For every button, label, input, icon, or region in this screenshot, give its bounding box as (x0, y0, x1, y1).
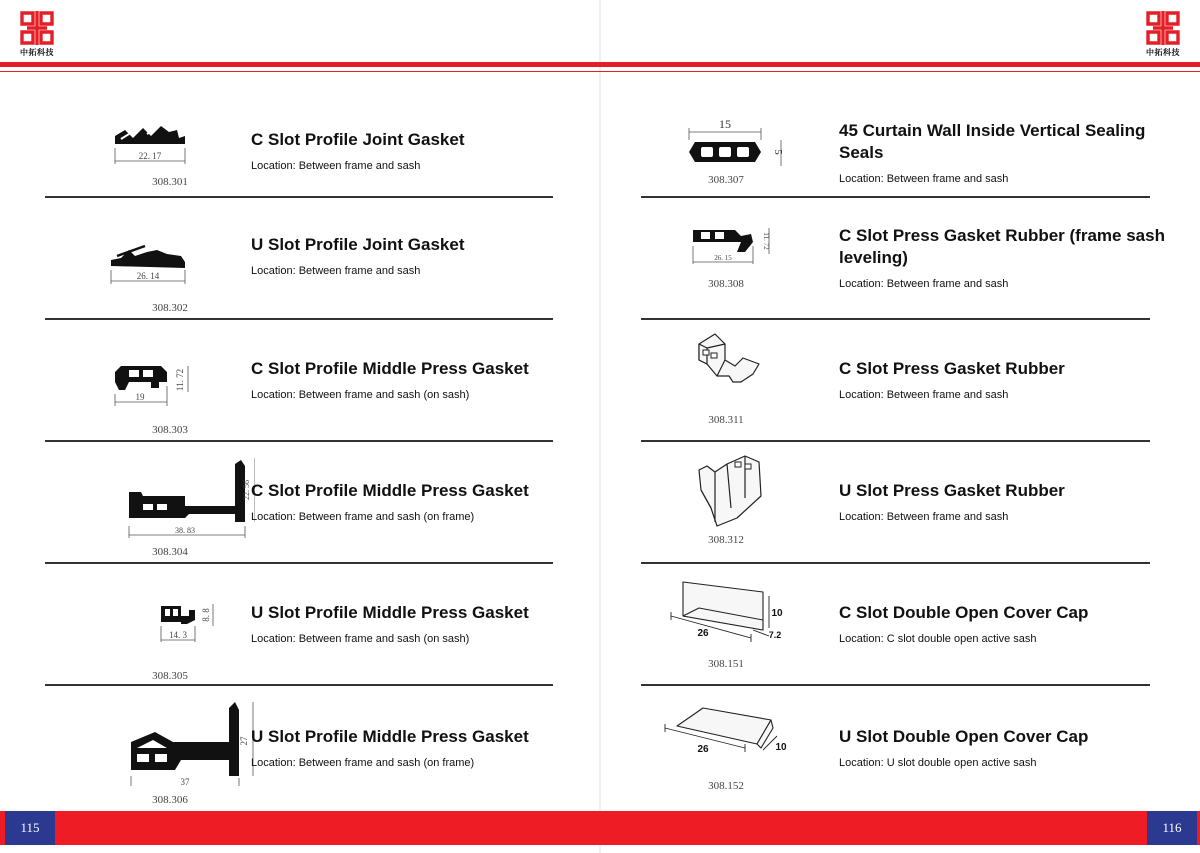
product-location: Location: C slot double open active sash (839, 633, 1037, 645)
product-figure (641, 76, 811, 194)
product-code: 308.301 (152, 176, 188, 188)
product-figure (641, 320, 811, 438)
product-title: U Slot Profile Joint Gasket (251, 235, 465, 254)
dimension-label: 38. 83 (175, 526, 195, 535)
dimension-label: 14. 3 (169, 630, 187, 640)
product-row (641, 76, 1150, 198)
dimension-label: 15 (719, 117, 731, 131)
product-code: 308.312 (708, 534, 744, 546)
product-row (641, 198, 1165, 320)
dimension-label: 5 (772, 149, 784, 155)
product-figure (85, 198, 255, 316)
product-title: C Slot Profile Middle Press Gasket (251, 359, 529, 378)
product-figure (641, 442, 811, 560)
dimension-label: 11. 72 (175, 368, 185, 392)
footer-bar (0, 811, 1200, 845)
product-figure (85, 686, 255, 804)
product-location: Location: Between frame and sash (on sash) (251, 633, 470, 645)
dimension-label: 22. 17 (138, 151, 162, 161)
product-row (45, 442, 553, 564)
product-location: Location: Between frame and sash (839, 173, 1009, 185)
dimension-label: 26 (697, 744, 709, 755)
brand-logo-right (1143, 10, 1183, 58)
product-figure (85, 320, 255, 438)
product-row (45, 76, 553, 198)
product-title: C Slot Press Gasket Rubber (839, 359, 1065, 378)
page-gutter (599, 0, 601, 853)
product-code: 308.303 (152, 424, 188, 436)
dimension-label: 10 (775, 742, 787, 753)
product-title: C Slot Profile Middle Press Gasket (251, 481, 529, 500)
product-code: 308.305 (152, 670, 188, 682)
product-location: Location: Between frame and sash (839, 389, 1009, 401)
brand-name: 中拓科技 (20, 48, 54, 57)
product-code: 308.151 (708, 658, 744, 670)
page-number-left: 115 (5, 811, 55, 845)
dimension-label: 26. 14 (136, 271, 160, 281)
product-figure (641, 198, 811, 316)
product-location: Location: Between frame and sash (on sash) (251, 389, 470, 401)
product-title: U Slot Profile Middle Press Gasket (251, 727, 529, 746)
product-figure (85, 564, 255, 682)
product-row (45, 686, 553, 808)
product-location: Location: Between frame and sash (251, 160, 421, 172)
brand-mark-icon (19, 10, 55, 46)
product-title: 45 Curtain Wall Inside Vertical Sealing Seals (839, 121, 1146, 162)
dimension-label: 10 (771, 608, 783, 619)
product-title: C Slot Press Gasket Rubber (frame sash leveling) (839, 226, 1165, 267)
product-row (641, 564, 1150, 686)
dimension-label: 19 (135, 392, 145, 402)
product-title: U Slot Press Gasket Rubber (839, 481, 1065, 500)
brand-mark-icon (1145, 10, 1181, 46)
product-location: Location: Between frame and sash (251, 265, 421, 277)
product-code: 308.152 (708, 780, 744, 792)
product-row (641, 320, 1150, 442)
dimension-label: 7.2 (768, 630, 782, 640)
product-row (45, 564, 553, 686)
dimension-label: 27 (239, 736, 249, 746)
product-code: 308.307 (708, 174, 744, 186)
product-figure (85, 76, 255, 194)
product-title: C Slot Double Open Cover Cap (839, 603, 1089, 622)
product-title: U Slot Profile Middle Press Gasket (251, 603, 529, 622)
product-code: 308.308 (708, 278, 744, 290)
product-code: 308.306 (152, 794, 188, 806)
product-title: U Slot Double Open Cover Cap (839, 727, 1089, 746)
product-code: 308.311 (708, 414, 744, 426)
product-figure (85, 442, 255, 560)
dimension-label: 26. 15 (714, 254, 732, 262)
product-location: Location: Between frame and sash (839, 511, 1009, 523)
dimension-label: 11. 72 (762, 232, 770, 250)
brand-logo-left (17, 10, 57, 58)
product-row (641, 442, 1150, 564)
dimension-label: 26 (697, 628, 709, 639)
header-rule-thick (0, 62, 1200, 67)
dimension-label: 8. 8 (201, 608, 211, 622)
dimension-label: 37 (180, 777, 190, 786)
product-location: Location: Between frame and sash (on frame) (251, 511, 475, 523)
product-location: Location: Between frame and sash (on frame) (251, 757, 475, 769)
page-number-right: 116 (1147, 811, 1197, 845)
product-row (45, 198, 553, 320)
product-location: Location: Between frame and sash (839, 278, 1009, 290)
product-row (45, 320, 553, 442)
product-location: Location: U slot double open active sash (839, 757, 1037, 769)
product-row (641, 686, 1150, 808)
product-code: 308.304 (152, 546, 188, 558)
product-code: 308.302 (152, 302, 188, 314)
dimension-label: 22. 56 (242, 480, 251, 500)
product-figure (641, 564, 811, 682)
product-figure (641, 686, 811, 804)
product-title: C Slot Profile Joint Gasket (251, 130, 465, 149)
brand-name: 中拓科技 (1146, 48, 1180, 57)
header-rule-thin (0, 71, 1200, 72)
